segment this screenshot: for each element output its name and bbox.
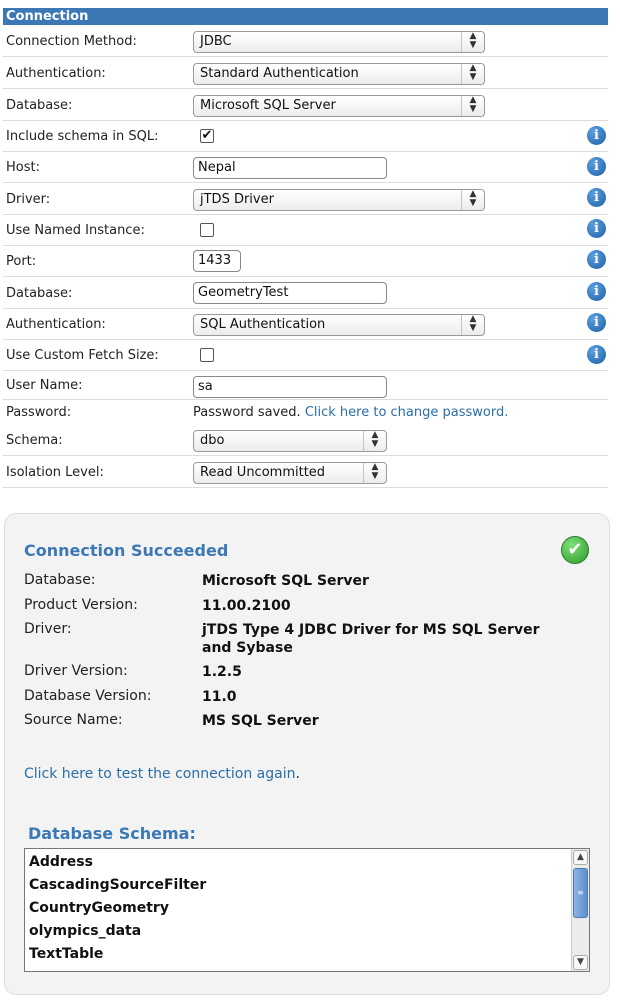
scrollbar-thumb[interactable]: ≡	[573, 868, 588, 918]
info-icon[interactable]: i	[587, 250, 606, 269]
isolation-level-select[interactable]	[193, 462, 387, 484]
detail-value: Microsoft SQL Server	[202, 573, 369, 589]
detail-value: MS SQL Server	[202, 713, 319, 729]
database-type-label: Database:	[6, 98, 73, 113]
isolation-level-value: Read Uncommitted	[200, 465, 326, 480]
retest-connection-link[interactable]: Click here to test the connection again	[24, 766, 296, 782]
detail-label: Driver:	[24, 621, 72, 637]
info-icon[interactable]: i	[587, 313, 606, 332]
detail-value: jTDS Type 4 JDBC Driver for MS SQL Server and Sybase	[202, 622, 540, 656]
authentication-label: Authentication:	[6, 66, 106, 81]
select-arrows-icon: ▲ ▼	[461, 32, 484, 52]
detail-label: Database Version:	[24, 688, 152, 704]
detail-value: 11.0	[202, 689, 237, 705]
scroll-up-icon[interactable]: ▲	[573, 850, 588, 865]
port-input[interactable]: 1433	[193, 250, 241, 272]
database-name-input[interactable]: GeometryTest	[193, 282, 387, 304]
schema-label: Schema:	[6, 433, 63, 448]
isolation-level-label: Isolation Level:	[6, 465, 104, 480]
list-item[interactable]: Address	[29, 854, 93, 870]
include-schema-label: Include schema in SQL:	[6, 129, 159, 144]
select-arrows-icon: ▲ ▼	[461, 190, 484, 210]
custom-fetch-label: Use Custom Fetch Size:	[6, 348, 159, 363]
form-row-port	[3, 246, 608, 277]
info-icon[interactable]: i	[587, 188, 606, 207]
connection-method-label: Connection Method:	[6, 34, 137, 49]
named-instance-label: Use Named Instance:	[6, 223, 145, 238]
database-schema-list[interactable]	[24, 848, 590, 972]
select-arrows-icon: ▲ ▼	[363, 431, 386, 451]
database-schema-title: Database Schema:	[28, 824, 196, 843]
host-input[interactable]: Nepal	[193, 157, 387, 179]
schema-select[interactable]	[193, 430, 387, 452]
retest-period: .	[295, 766, 300, 782]
connection-method-value: JDBC	[200, 34, 232, 49]
database-type-value: Microsoft SQL Server	[200, 98, 336, 113]
include-schema-checkbox[interactable]: ✔	[201, 128, 213, 143]
detail-value: 11.00.2100	[202, 598, 291, 614]
list-item[interactable]: CascadingSourceFilter	[29, 877, 207, 893]
select-arrows-icon: ▲ ▼	[461, 96, 484, 116]
detail-label: Database:	[24, 572, 96, 588]
custom-fetch-checkbox[interactable]	[200, 348, 214, 362]
password-saved-text: Password saved.	[193, 405, 301, 420]
success-check-icon: ✔	[561, 536, 589, 564]
select-arrows-icon: ▲ ▼	[461, 315, 484, 335]
info-icon[interactable]: i	[587, 126, 606, 145]
select-arrows-icon: ▲ ▼	[363, 463, 386, 483]
sql-authentication-value: SQL Authentication	[200, 317, 326, 332]
list-item[interactable]: CountryGeometry	[29, 900, 169, 916]
form-row-custom-fetch	[3, 340, 608, 371]
connection-method-select[interactable]	[193, 31, 485, 53]
list-item[interactable]: olympics_data	[29, 923, 142, 939]
info-icon[interactable]: i	[587, 282, 606, 301]
user-name-label: User Name:	[6, 378, 83, 393]
authentication-value: Standard Authentication	[200, 66, 359, 81]
list-item[interactable]: TextTable	[29, 946, 104, 962]
authentication-select[interactable]	[193, 63, 485, 85]
driver-value: jTDS Driver	[200, 192, 274, 207]
sql-authentication-label: Authentication:	[6, 317, 106, 332]
detail-value: 1.2.5	[202, 664, 242, 680]
password-status	[193, 405, 508, 420]
info-icon[interactable]: i	[587, 345, 606, 364]
host-label: Host:	[6, 160, 40, 175]
detail-label: Source Name:	[24, 712, 123, 728]
retest-line	[24, 766, 300, 782]
form-row-named-instance	[3, 215, 608, 246]
database-type-select[interactable]	[193, 95, 485, 117]
form-row-include-schema	[3, 121, 608, 152]
sql-authentication-select[interactable]	[193, 314, 485, 336]
user-name-input[interactable]: sa	[193, 376, 387, 398]
info-icon[interactable]: i	[587, 157, 606, 176]
database-name-label: Database:	[6, 286, 73, 301]
section-header: Connection	[3, 8, 608, 25]
named-instance-checkbox[interactable]	[200, 223, 214, 237]
select-arrows-icon: ▲ ▼	[461, 64, 484, 84]
detail-label: Product Version:	[24, 597, 138, 613]
driver-label: Driver:	[6, 192, 51, 207]
schema-value: dbo	[200, 433, 225, 448]
port-label: Port:	[6, 254, 37, 269]
password-label: Password:	[6, 405, 72, 420]
scrollbar[interactable]	[571, 849, 589, 971]
driver-select[interactable]	[193, 189, 485, 211]
info-icon[interactable]: i	[587, 219, 606, 238]
detail-label: Driver Version:	[24, 663, 128, 679]
change-password-link[interactable]: Click here to change password.	[304, 405, 509, 420]
connection-succeeded-title: Connection Succeeded	[24, 541, 229, 560]
scroll-down-icon[interactable]: ▼	[573, 955, 588, 970]
